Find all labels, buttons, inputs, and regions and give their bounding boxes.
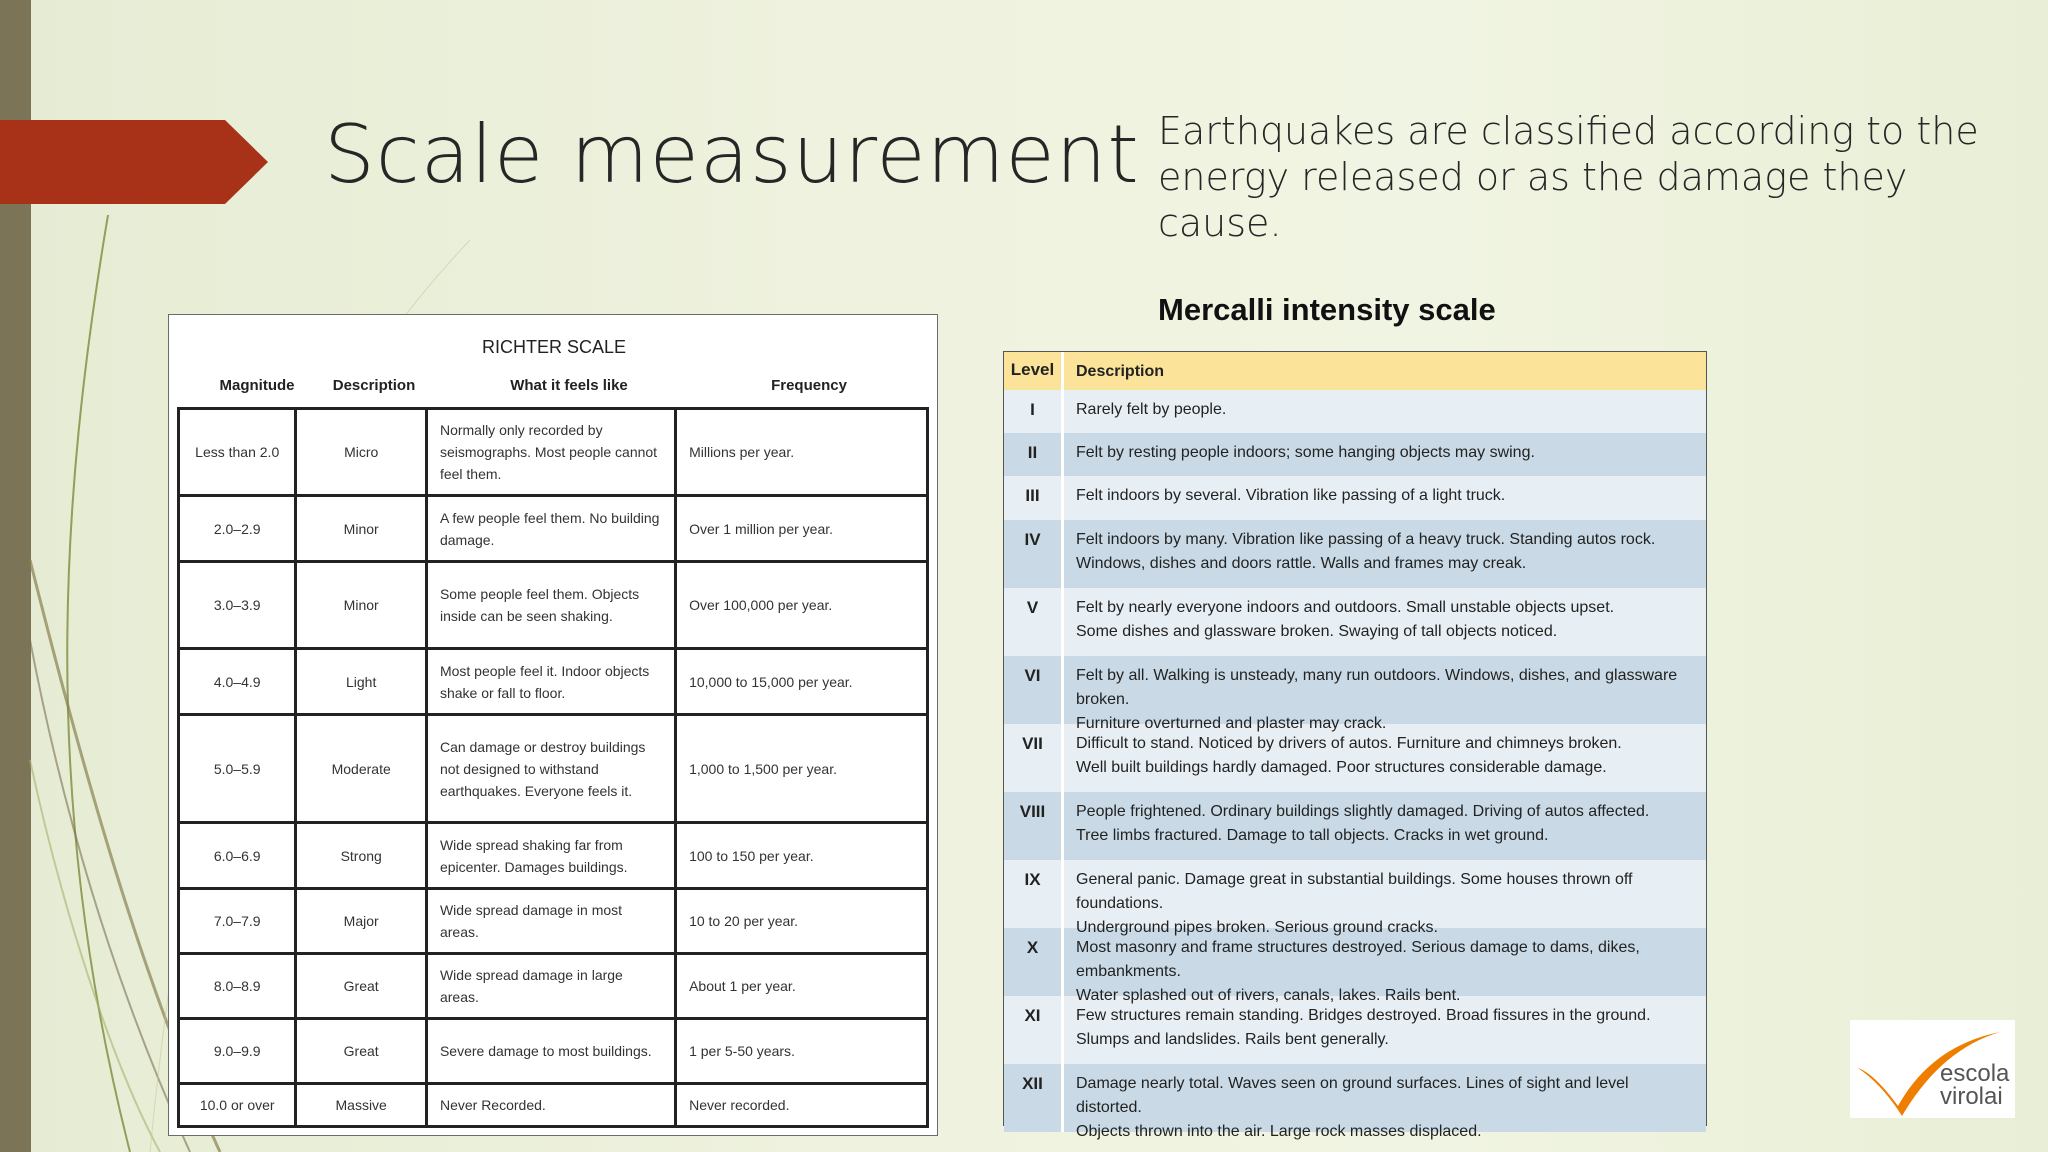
logo-line-1: escola <box>1940 1060 2010 1087</box>
description-cell: Major <box>296 889 427 954</box>
level-cell: III <box>1004 476 1064 520</box>
table-row <box>1004 792 1706 860</box>
description-cell: Strong <box>296 823 427 889</box>
description-line: Felt indoors by several. Vibration like passing of a light truck. <box>1076 487 1506 504</box>
feels-cell: Severe damage to most buildings. <box>426 1019 675 1084</box>
level-cell: VIII <box>1004 792 1064 860</box>
description-line: Damage nearly total. Waves seen on ground surfaces. Lines of sight and level distorted. <box>1076 1075 1629 1116</box>
description-line: General panic. Damage great in substantial buildings. Some houses thrown off foundations. <box>1076 871 1633 912</box>
magnitude-cell: 6.0–6.9 <box>179 823 296 889</box>
magnitude-cell: 3.0–3.9 <box>179 562 296 649</box>
description-line: Felt by resting people indoors; some hanging objects may swing. <box>1076 444 1535 461</box>
frequency-cell: 1,000 to 1,500 per year. <box>676 715 928 823</box>
description-cell <box>1064 1064 1706 1140</box>
feels-cell: Wide spread damage in large areas. <box>426 954 675 1019</box>
feels-cell: Most people feel it. Indoor objects shake or fall to floor. <box>426 649 675 715</box>
description-cell <box>1064 520 1706 588</box>
magnitude-cell: 4.0–4.9 <box>179 649 296 715</box>
table-row <box>1004 476 1706 520</box>
description-line: Difficult to stand. Noticed by drivers of autos. Furniture and chimneys broken. <box>1076 735 1622 752</box>
table-row <box>179 496 928 562</box>
richter-scale-table <box>168 314 938 1136</box>
description-cell: Great <box>296 1019 427 1084</box>
table-row <box>179 1019 928 1084</box>
feels-cell: Wide spread damage in most areas. <box>426 889 675 954</box>
description-cell: Moderate <box>296 715 427 823</box>
table-row <box>1004 724 1706 792</box>
table-row <box>1004 996 1706 1064</box>
mercalli-heading: Mercalli intensity scale <box>1158 292 1496 327</box>
feels-cell: A few people feel them. No building damage. <box>426 496 675 562</box>
level-cell: XI <box>1004 996 1064 1064</box>
level-cell: II <box>1004 433 1064 476</box>
table-row <box>179 649 928 715</box>
table-row <box>1004 860 1706 936</box>
description-cell <box>1064 588 1706 656</box>
description-cell <box>1064 724 1706 792</box>
description-cell: Minor <box>296 562 427 649</box>
table-row <box>1004 928 1706 1004</box>
feels-cell: Can damage or destroy buildings not designed to withstand earthquakes. Everyone feels it. <box>426 715 675 823</box>
description-cell <box>1064 860 1706 936</box>
frequency-cell: Never recorded. <box>676 1084 928 1127</box>
description-line: Some dishes and glassware broken. Swaying of tall objects noticed. <box>1076 623 1558 640</box>
description-line: Windows, dishes and doors rattle. Walls and frames may creak. <box>1076 555 1527 572</box>
table-row <box>1004 433 1706 476</box>
escola-virolai-logo <box>1850 1020 2015 1118</box>
level-cell: VI <box>1004 656 1064 724</box>
level-cell: I <box>1004 390 1064 433</box>
description-cell: Great <box>296 954 427 1019</box>
level-cell: V <box>1004 588 1064 656</box>
level-cell: XII <box>1004 1064 1064 1132</box>
table-row <box>1004 520 1706 588</box>
description-line: Furniture overturned and plaster may crack. <box>1076 715 1387 732</box>
slide-title: Scale measurement <box>324 108 1140 201</box>
mercalli-header-row <box>1004 352 1706 390</box>
description-cell <box>1064 792 1706 860</box>
description-line: Tree limbs fractured. Damage to tall objects. Cracks in wet ground. <box>1076 827 1549 844</box>
description-line: Most masonry and frame structures destroyed. Serious damage to dams, dikes, embankments. <box>1076 939 1640 980</box>
logo-text <box>1940 1062 2009 1108</box>
table-row <box>1004 390 1706 433</box>
feels-cell: Never Recorded. <box>426 1084 675 1127</box>
description-cell <box>1064 656 1706 732</box>
frequency-cell: Over 1 million per year. <box>676 496 928 562</box>
level-cell: IV <box>1004 520 1064 588</box>
description-line: Felt indoors by many. Vibration like passing of a heavy truck. Standing autos rock. <box>1076 531 1656 548</box>
description-cell <box>1064 433 1706 476</box>
mercalli-header-description: Description <box>1076 363 1165 380</box>
description-cell <box>1064 476 1706 520</box>
table-row <box>179 562 928 649</box>
mercalli-header-level: Level <box>1004 352 1064 390</box>
magnitude-cell: 8.0–8.9 <box>179 954 296 1019</box>
richter-header-description: Description <box>332 377 416 394</box>
frequency-cell: Millions per year. <box>676 409 928 496</box>
description-line: Water splashed out of rivers, canals, lakes. Rails bent. <box>1076 987 1461 1004</box>
slide-intro-text: Earthquakes are classified according to the energy released or as the damage they cause. <box>1158 109 1979 245</box>
description-cell: Micro <box>296 409 427 496</box>
table-row <box>179 954 928 1019</box>
description-line: Few structures remain standing. Bridges destroyed. Broad fissures in the ground. <box>1076 1007 1651 1024</box>
table-row <box>1004 656 1706 732</box>
description-line: Well built buildings hardly damaged. Poor structures considerable damage. <box>1076 759 1607 776</box>
level-cell: X <box>1004 928 1064 996</box>
description-cell <box>1064 928 1706 1004</box>
description-cell <box>1064 996 1706 1064</box>
table-row <box>179 1084 928 1127</box>
table-row <box>1004 588 1706 656</box>
frequency-cell: About 1 per year. <box>676 954 928 1019</box>
frequency-cell: 100 to 150 per year. <box>676 823 928 889</box>
frequency-cell: 10 to 20 per year. <box>676 889 928 954</box>
richter-title: RICHTER SCALE <box>481 337 627 357</box>
description-line: Felt by nearly everyone indoors and outdoors. Small unstable objects upset. <box>1076 599 1615 616</box>
description-cell: Light <box>296 649 427 715</box>
description-line: People frightened. Ordinary buildings slightly damaged. Driving of autos affected. <box>1076 803 1650 820</box>
level-cell: IX <box>1004 860 1064 928</box>
description-line: Underground pipes broken. Serious ground cracks. <box>1076 919 1438 936</box>
description-line: Felt by all. Walking is unsteady, many run outdoors. Windows, dishes, and glassware broken. <box>1076 667 1678 708</box>
magnitude-cell: 2.0–2.9 <box>179 496 296 562</box>
description-cell: Massive <box>296 1084 427 1127</box>
feels-cell: Wide spread shaking far from epicenter. Damages buildings. <box>426 823 675 889</box>
magnitude-cell: Less than 2.0 <box>179 409 296 496</box>
description-line: Objects thrown into the air. Large rock masses displaced. <box>1076 1123 1482 1140</box>
magnitude-cell: 10.0 or over <box>179 1084 296 1127</box>
magnitude-cell: 7.0–7.9 <box>179 889 296 954</box>
richter-header-feels: What it feels like <box>510 377 628 394</box>
frequency-cell: Over 100,000 per year. <box>676 562 928 649</box>
description-cell <box>1064 390 1706 433</box>
feels-cell: Some people feel them. Objects inside can be seen shaking. <box>426 562 675 649</box>
description-cell: Minor <box>296 496 427 562</box>
table-row <box>179 823 928 889</box>
richter-table-body <box>177 407 929 1128</box>
table-row <box>179 889 928 954</box>
table-row <box>179 715 928 823</box>
description-line: Rarely felt by people. <box>1076 401 1227 418</box>
description-line: Slumps and landslides. Rails bent generally. <box>1076 1031 1389 1048</box>
title-accent-arrow <box>0 120 268 204</box>
table-row <box>179 409 928 496</box>
magnitude-cell: 9.0–9.9 <box>179 1019 296 1084</box>
magnitude-cell: 5.0–5.9 <box>179 715 296 823</box>
level-cell: VII <box>1004 724 1064 792</box>
feels-cell: Normally only recorded by seismographs. Most people cannot feel them. <box>426 409 675 496</box>
richter-header-frequency: Frequency <box>771 377 847 394</box>
richter-header-magnitude: Magnitude <box>219 377 295 394</box>
table-row <box>1004 1064 1706 1140</box>
mercalli-scale-table <box>1003 351 1707 1140</box>
frequency-cell: 10,000 to 15,000 per year. <box>676 649 928 715</box>
frequency-cell: 1 per 5-50 years. <box>676 1019 928 1084</box>
logo-line-2: virolai <box>1940 1083 2003 1110</box>
